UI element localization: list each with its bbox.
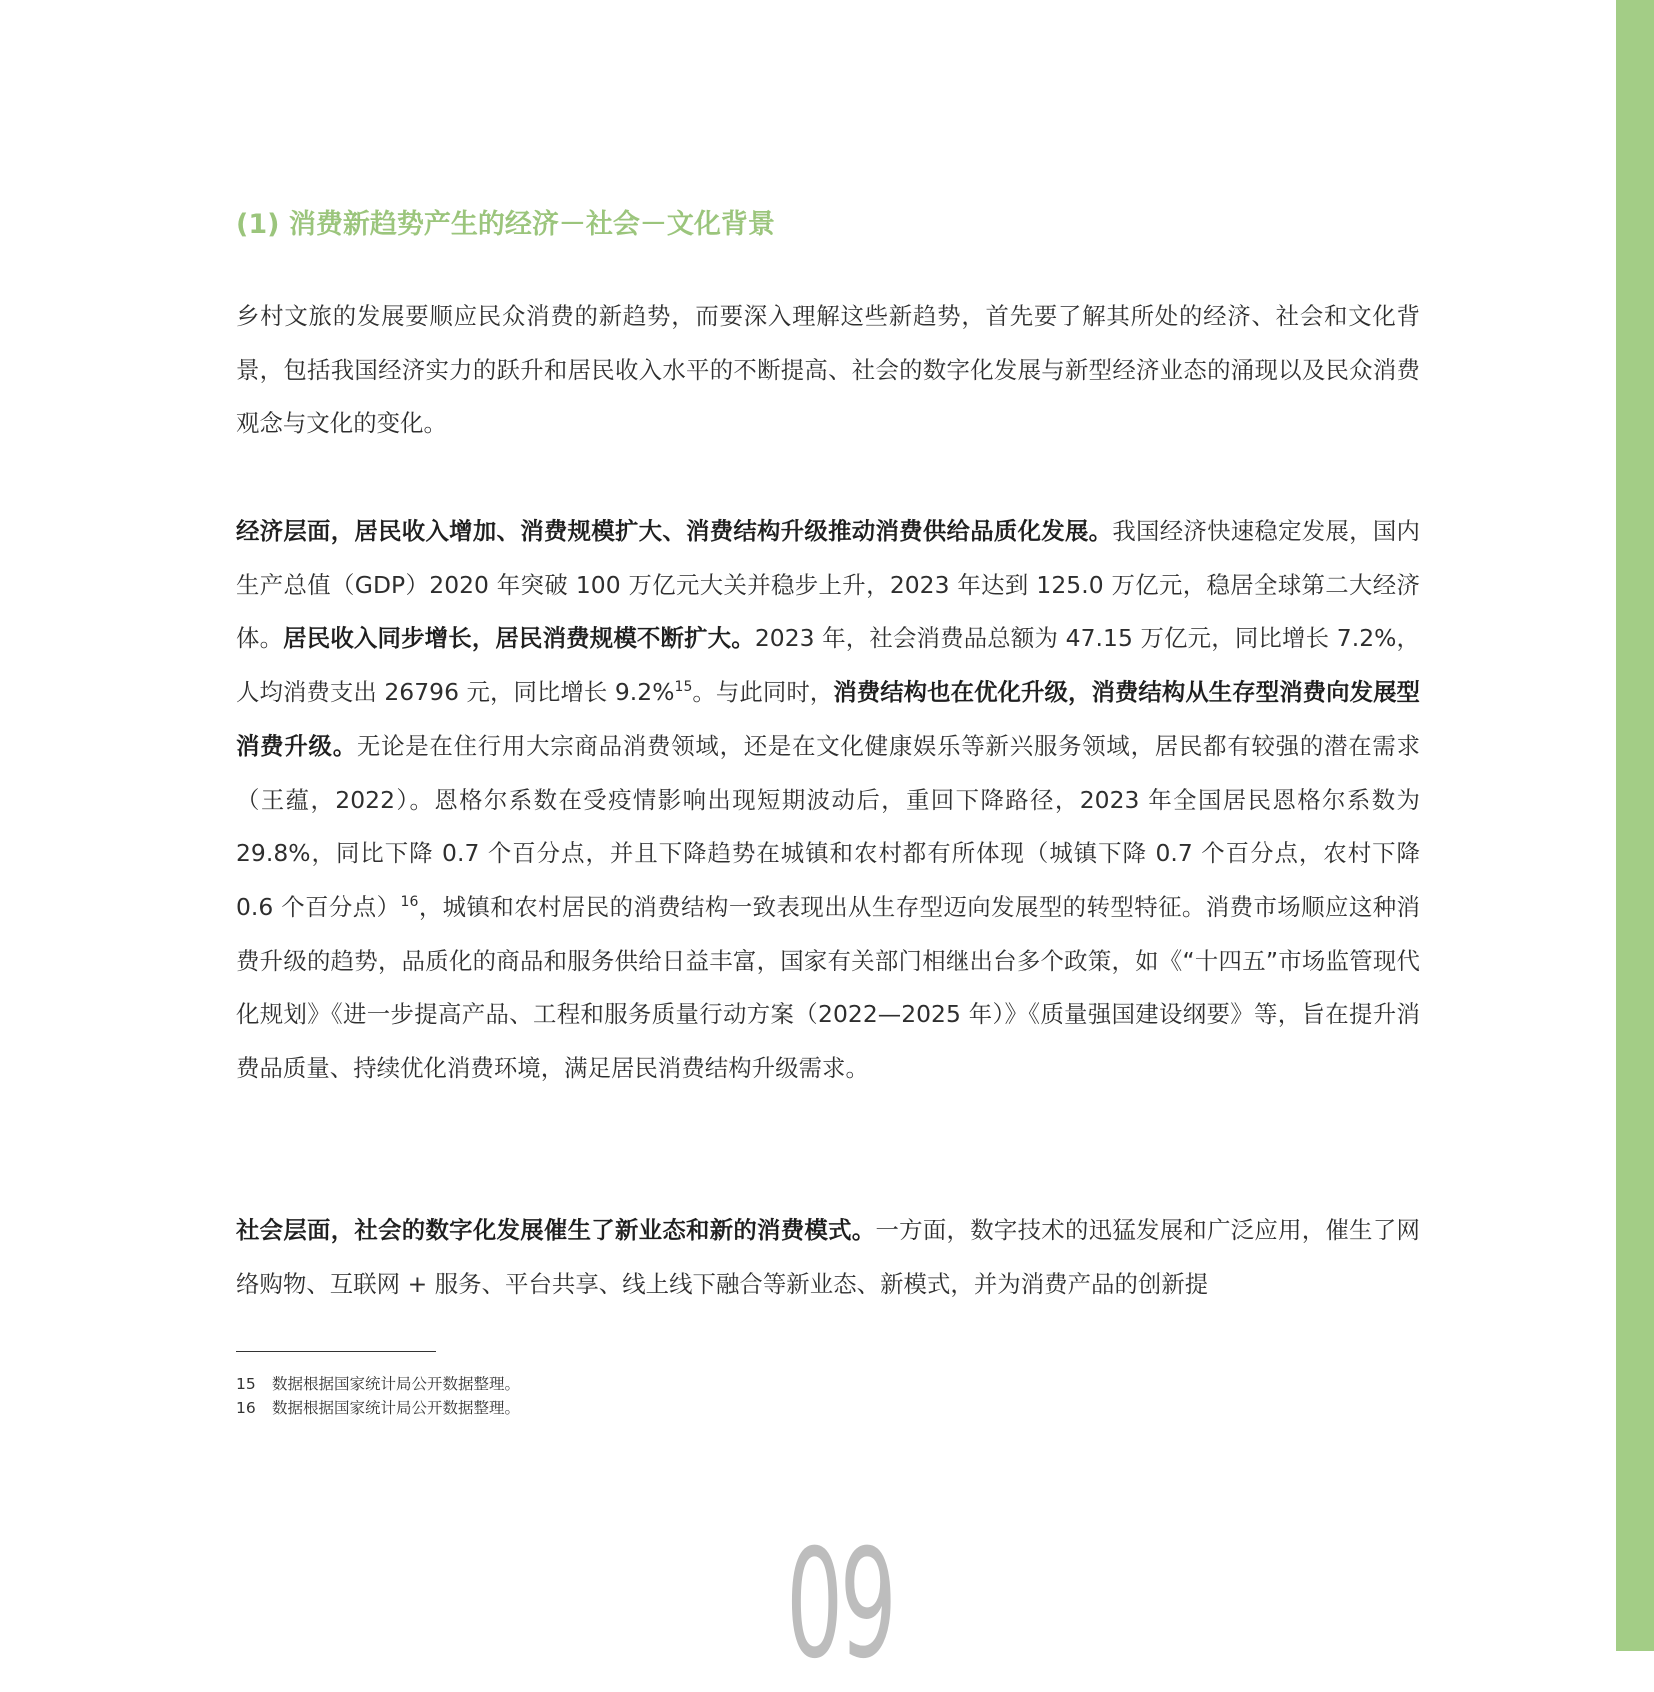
economy-text-1: 我国经济快速稳定发展，国内生产总值（GDP）2020 年突破 100 万亿元大关并稳步上升，2023 年达到 125.0 万亿元，稳居全球第二大经济体。	[236, 517, 1420, 653]
paragraph-intro: 乡村文旅的发展要顺应民众消费的新趋势，而要深入理解这些新趋势，首先要了解其所处的经济、社会和文化背景，包括我国经济实力的跃升和居民收入水平的不断提高、社会的数字化发展与新型经济业态的涌现以及民众消费观念与文化的变化。	[236, 302, 1420, 438]
footnote-number: 15	[236, 1375, 256, 1393]
footnote-ref-15: 15	[674, 679, 693, 696]
society-lead-bold: 社会层面，社会的数字化发展催生了新业态和新的消费模式。	[236, 1216, 876, 1244]
economy-lead-bold: 经济层面，居民收入增加、消费规模扩大、消费结构升级推动消费供给品质化发展。	[236, 517, 1113, 545]
footnotes	[236, 1372, 936, 1420]
footnote-item	[236, 1372, 936, 1396]
economy-text-4: 无论是在住行用大宗商品消费领域，还是在文化健康娱乐等新兴服务领域，居民都有较强的潜在需求（王蕴，2022）。恩格尔系数在受疫情影响出现短期波动后，重回下降路径，2023 年全国居民恩格尔系数为 29.8%，同比下降 0.7 个百分点，并且下降趋势在城镇和农村都有所体现（城镇下降 0.7 个百分点，农村下降 0.6 个百分点）	[236, 731, 1421, 921]
economy-bold-3: 消费结构也在优化升级，消费结构从生存型消费向发展型消费升级。	[236, 678, 1420, 760]
economy-bold-2: 居民收入同步增长，居民消费规模不断扩大。	[283, 624, 755, 653]
page-number: 09	[786, 1518, 894, 1692]
paragraph-society	[236, 1204, 1420, 1311]
section-heading: (1) 消费新趋势产生的经济－社会－文化背景	[236, 209, 775, 240]
side-accent-bar	[1616, 0, 1654, 1651]
economy-text-5: ，城镇和农村居民的消费结构一致表现出从生存型迈向发展型的转型特征。消费市场顺应这种消费升级的趋势，品质化的商品和服务供给日益丰富，国家有关部门相继出台多个政策，如《“十四五”市场监管现代化规划》《进一步提高产品、工程和服务质量行动方案（2022—2025 年）》《质量强国建设纲要》等，旨在提升消费品质量、持续优化消费环境，满足居民消费结构升级需求。	[236, 892, 1420, 1083]
economy-text-3: 。与此同时，	[692, 678, 834, 707]
economy-text-2: 2023 年，社会消费品总额为 47.15 万亿元，同比增长 7.2%，人均消费支出 26796 元，同比增长 9.2%	[236, 624, 1421, 707]
paragraph-economy	[236, 505, 1420, 1096]
footnote-ref-16: 16	[400, 894, 419, 911]
society-text-1: 一方面，数字技术的迅猛发展和广泛应用，催生了网络购物、互联网 + 服务、平台共享、线上线下融合等新业态、新模式，并为消费产品的创新提	[236, 1216, 1420, 1298]
footnote-divider	[236, 1351, 436, 1352]
footnote-item	[236, 1396, 936, 1420]
footnote-text: 数据根据国家统计局公开数据整理。	[272, 1399, 521, 1417]
footnote-number: 16	[236, 1399, 256, 1417]
footnote-text: 数据根据国家统计局公开数据整理。	[272, 1375, 521, 1393]
